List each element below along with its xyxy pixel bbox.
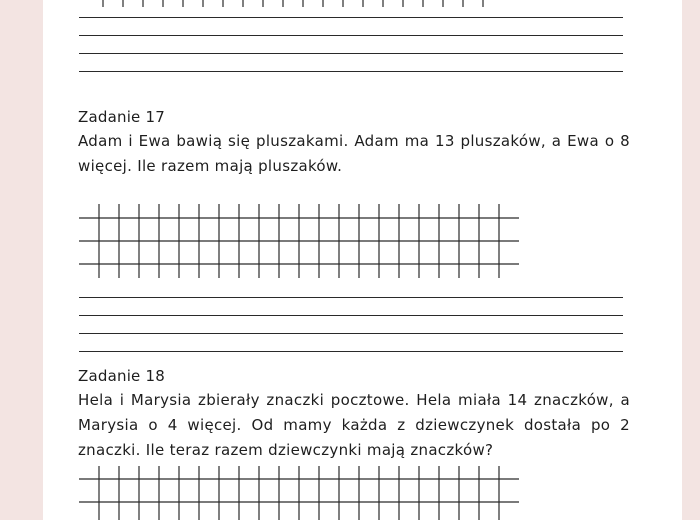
calculation-grid-18 [79,466,519,520]
calculation-grid-17 [79,204,519,278]
answer-line [79,333,623,334]
answer-line [79,17,623,18]
answer-line [79,35,623,36]
answer-line [79,71,623,72]
task-18-text: Hela i Marysia zbierały znaczki pocztowe. Hela miała 14 znaczków, a Marysia o 4 więcej. Od mamy każda z dziewczynek dostała po 2 znaczki. Ile teraz razem dziewczynki mają znaczków? [78,391,630,459]
answer-line [79,351,623,352]
worksheet-page [43,0,682,520]
task-17-title: Zadanie 17 [78,108,165,126]
task-17-text: Adam i Ewa bawią się pluszakami. Adam ma 13 pluszaków, a Ewa o 8 więcej. Ile razem mają pluszaków. [78,132,630,175]
answer-line [79,53,623,54]
answer-line [79,315,623,316]
task-18-title: Zadanie 18 [78,367,165,385]
answer-line [79,297,623,298]
calculation-grid-partial [79,0,499,2]
